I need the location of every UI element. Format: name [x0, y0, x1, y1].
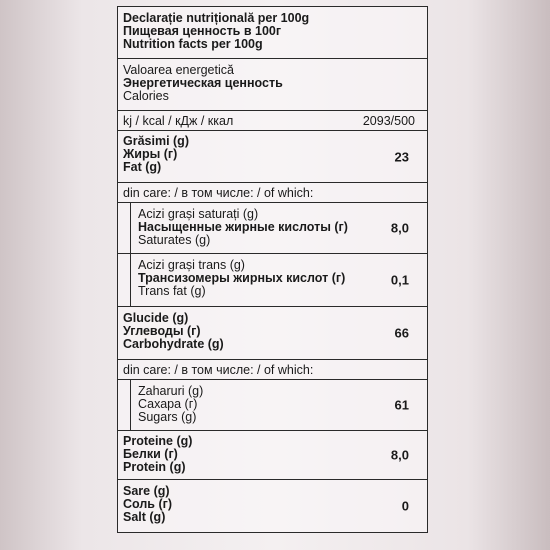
- fat-value: 23: [394, 149, 409, 164]
- sugars-en: Sugars (g): [138, 410, 197, 424]
- fat-of-which-row: [118, 183, 427, 203]
- sugars-row: [118, 380, 427, 431]
- saturates-row: [118, 203, 427, 254]
- trans-en: Trans fat (g): [138, 284, 206, 298]
- carbs-ru: Углеводы (г): [123, 324, 201, 338]
- header-en: Nutrition facts per 100g: [123, 37, 263, 51]
- sugars-ru: Сахара (г): [138, 397, 198, 411]
- energy-ro: Valoarea energetică: [123, 63, 234, 77]
- carbs-ro: Glucide (g): [123, 311, 189, 325]
- fat-row: [118, 131, 427, 183]
- protein-ro: Proteine (g): [123, 434, 193, 448]
- salt-value: 0: [401, 498, 409, 514]
- sugars-ro: Zaharuri (g): [138, 384, 204, 398]
- protein-value: 8,0: [390, 447, 409, 463]
- carbs-of-which-label: din care: / в том числе: / of which:: [123, 363, 314, 377]
- header-row: [118, 7, 427, 59]
- header-ru: Пищевая ценность в 100г: [123, 24, 282, 38]
- saturates-ru: Насыщенные жирные кислоты (г): [138, 220, 348, 234]
- energy-value-row: [118, 111, 427, 131]
- salt-row: [118, 480, 427, 532]
- trans-row: [118, 254, 427, 307]
- nutrition-facts-table: [117, 6, 428, 533]
- fat-ro: Grăsimi (g): [123, 134, 189, 148]
- saturates-value: 8,0: [390, 220, 409, 236]
- energy-en: Calories: [123, 89, 169, 103]
- salt-ro: Sare (g): [123, 484, 170, 498]
- saturates-ro: Acizi grași saturați (g): [138, 207, 259, 221]
- header-ro: Declarație nutrițională per 100g: [123, 11, 310, 25]
- energy-value: 2093/500: [362, 114, 415, 128]
- carbs-value: 66: [394, 325, 409, 341]
- energy-unit: kj / kcal / кДж / ккал: [123, 114, 234, 128]
- fat-en: Fat (g): [123, 160, 162, 174]
- carbs-of-which-row: [118, 360, 427, 380]
- fat-ru: Жиры (г): [123, 147, 178, 161]
- carbs-en: Carbohydrate (g): [123, 337, 224, 351]
- protein-en: Protein (g): [123, 460, 186, 474]
- trans-ru: Трансизомеры жирных кислот (г): [138, 271, 346, 285]
- salt-ru: Соль (г): [123, 497, 172, 511]
- energy-ru: Энергетическая ценность: [123, 76, 283, 90]
- salt-en: Salt (g): [123, 510, 166, 524]
- fat-of-which-label: din care: / в том числе: / of which:: [123, 186, 314, 200]
- protein-row: [118, 431, 427, 480]
- energy-label-row: [118, 59, 427, 111]
- protein-ru: Белки (г): [123, 447, 178, 461]
- trans-value: 0,1: [390, 272, 409, 288]
- saturates-en: Saturates (g): [138, 233, 211, 247]
- sugars-value: 61: [394, 397, 409, 413]
- trans-ro: Acizi grași trans (g): [138, 258, 245, 272]
- carbs-row: [118, 307, 427, 360]
